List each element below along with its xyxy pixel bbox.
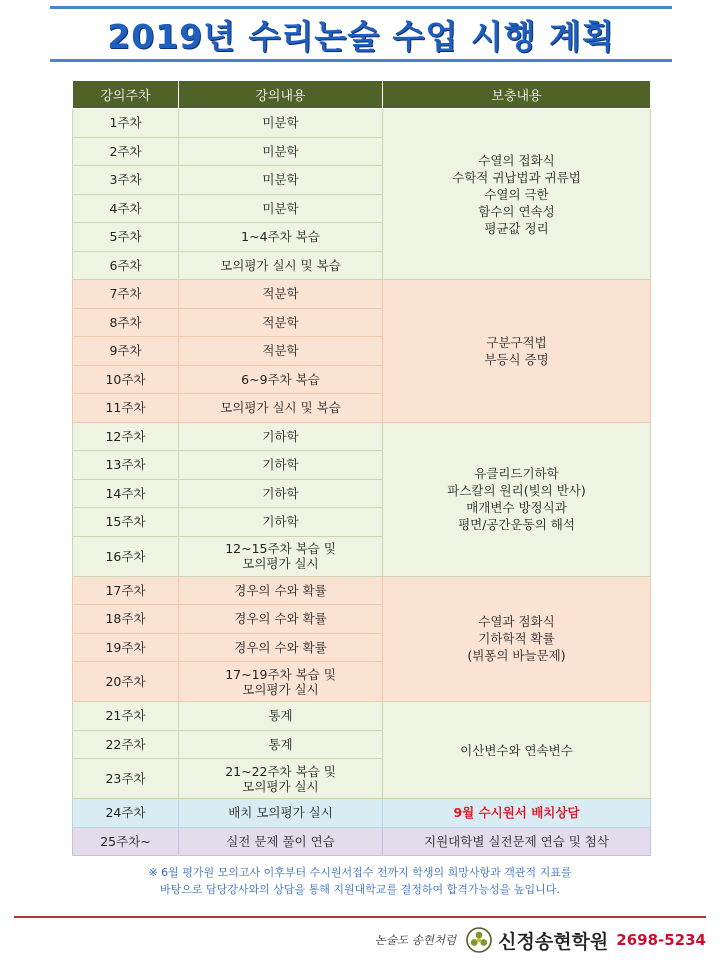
title-banner: [50, 6, 672, 62]
content-cell: [179, 308, 383, 337]
footnote: [80, 864, 640, 898]
content-cell: [179, 536, 383, 576]
content-line: 경우의 수와 확률: [234, 611, 327, 627]
content-cell: [179, 280, 383, 309]
content-line: 미분학: [262, 115, 299, 131]
supplement-cell: [383, 576, 651, 702]
week-cell: 11주차: [73, 394, 179, 423]
content-cell: [179, 166, 383, 195]
content-line: 17~19주차 복습 및: [225, 666, 336, 682]
week-cell: 10주차: [73, 365, 179, 394]
header-content: 강의내용: [179, 81, 383, 109]
week-cell: 17주차: [73, 576, 179, 605]
supplement-line: 수학적 귀납법과 귀류법: [452, 169, 581, 185]
table-row: [73, 109, 651, 138]
supplement-line: 평균값 정리: [484, 220, 549, 236]
supplement-line: 유클리드기하학: [474, 466, 559, 481]
content-line: 미분학: [262, 172, 299, 188]
content-cell: [179, 730, 383, 759]
table-row: [73, 422, 651, 451]
page-title: 2019년 수리논술 수업 시행 계획: [107, 16, 615, 56]
week-cell: 6주차: [73, 251, 179, 280]
table-row: [73, 280, 651, 309]
content-cell: [179, 479, 383, 508]
content-cell: [179, 109, 383, 138]
supplement-cell: 지원대학별 실전문제 연습 및 첨삭: [383, 827, 651, 856]
content-line: 미분학: [262, 143, 299, 159]
content-cell: [179, 662, 383, 702]
content-line: 통계: [268, 708, 293, 724]
supplement-line: 이산변수와 연속변수: [460, 742, 573, 758]
content-cell: 배치 모의평가 실시: [179, 799, 383, 828]
content-cell: [179, 759, 383, 799]
content-cell: [179, 223, 383, 252]
supplement-cell: 9월 수시원서 배치상담: [383, 799, 651, 828]
supplement-line: (뷔퐁의 바늘문제): [467, 648, 566, 664]
content-line: 12~15주차 복습 및: [225, 541, 336, 556]
week-cell: 14주차: [73, 479, 179, 508]
supplement-line: 구분구적법: [486, 334, 547, 350]
supplement-line: 함수의 연속성: [478, 203, 555, 219]
footnote-line: 바탕으로 담당강사와의 상담을 통해 지원대학교를 결정하여 합격가능성을 높입니다.: [160, 883, 560, 896]
content-line: 기하학: [262, 514, 299, 530]
week-cell: 9주차: [73, 337, 179, 366]
content-line: 모의평가 실시: [242, 556, 319, 571]
week-cell: 7주차: [73, 280, 179, 309]
week-cell: 8주차: [73, 308, 179, 337]
schedule-table: [72, 80, 651, 856]
content-cell: [179, 137, 383, 166]
week-cell: 12주차: [73, 422, 179, 451]
header-week: 강의주차: [73, 81, 179, 109]
footer-phone: 2698-5234: [616, 931, 706, 949]
content-line: 모의평가 실시 및 복습: [220, 400, 341, 416]
content-cell: 실전 문제 풀이 연습: [179, 827, 383, 856]
footer-divider: [14, 916, 706, 918]
supplement-line: 수열과 점화식: [478, 614, 555, 630]
supplement-line: 부등식 증명: [484, 351, 549, 367]
content-line: 6~9주차 복습: [241, 371, 320, 387]
content-line: 경우의 수와 확률: [234, 582, 327, 598]
content-cell: [179, 251, 383, 280]
week-cell: 24주차: [73, 799, 179, 828]
week-cell: 22주차: [73, 730, 179, 759]
content-line: 모의평가 실시 및 복습: [220, 257, 341, 273]
header-supplement: 보충내용: [383, 81, 651, 109]
content-line: 기하학: [262, 485, 299, 501]
week-cell: 18주차: [73, 605, 179, 634]
content-cell: [179, 702, 383, 731]
content-line: 통계: [268, 736, 293, 752]
supplement-line: 기하학적 확률: [478, 631, 555, 647]
content-line: 모의평가 실시: [242, 681, 319, 697]
week-cell: 13주차: [73, 451, 179, 480]
content-cell: [179, 605, 383, 634]
table-row: [73, 702, 651, 731]
content-cell: [179, 451, 383, 480]
week-cell: 21주차: [73, 702, 179, 731]
supplement-cell: [383, 109, 651, 280]
table-header-row: [73, 81, 651, 109]
content-cell: [179, 365, 383, 394]
supplement-line: 평면/공간운동의 해석: [458, 517, 575, 532]
supplement-cell: [383, 702, 651, 799]
content-cell: [179, 422, 383, 451]
content-cell: [179, 633, 383, 662]
supplement-line: 파스칼의 원리(빛의 반사): [447, 483, 586, 498]
content-cell: [179, 394, 383, 423]
footnote-line: ※ 6월 평가원 모의고사 이후부터 수시원서접수 전까지 학생의 희망사항과 객관적 지표를: [148, 866, 572, 879]
footer-brand: 신정송현학원: [498, 930, 609, 953]
table-row: [73, 827, 651, 856]
content-line: 기하학: [262, 457, 299, 473]
supplement-cell: [383, 280, 651, 423]
content-cell: [179, 337, 383, 366]
content-line: 적분학: [262, 314, 299, 330]
content-cell: [179, 508, 383, 537]
content-line: 적분학: [262, 343, 299, 359]
content-line: 모의평가 실시: [242, 778, 319, 794]
week-cell: 16주차: [73, 536, 179, 576]
content-cell: [179, 194, 383, 223]
week-cell: 15주차: [73, 508, 179, 537]
academy-logo-icon: [466, 927, 492, 953]
week-cell: 19주차: [73, 633, 179, 662]
content-line: 경우의 수와 확률: [234, 639, 327, 655]
table-row: [73, 576, 651, 605]
week-cell: 1주차: [73, 109, 179, 138]
footer: [375, 924, 706, 956]
content-line: 1~4주차 복습: [241, 229, 320, 245]
footer-slogan: 논술도 송현처럼: [374, 933, 457, 947]
week-cell: 4주차: [73, 194, 179, 223]
week-cell: 5주차: [73, 223, 179, 252]
content-line: 21~22주차 복습 및: [225, 763, 336, 779]
week-cell: 20주차: [73, 662, 179, 702]
supplement-line: 수열의 접화식: [478, 152, 555, 168]
supplement-line: 수열의 극한: [484, 186, 549, 202]
content-line: 적분학: [262, 286, 299, 302]
supplement-cell: [383, 422, 651, 576]
table-row: [73, 799, 651, 828]
supplement-line: 매개변수 방정식과: [466, 500, 567, 515]
week-cell: 2주차: [73, 137, 179, 166]
content-line: 기하학: [262, 428, 299, 444]
content-cell: [179, 576, 383, 605]
week-cell: 23주차: [73, 759, 179, 799]
week-cell: 25주차~: [73, 827, 179, 856]
week-cell: 3주차: [73, 166, 179, 195]
content-line: 미분학: [262, 200, 299, 216]
